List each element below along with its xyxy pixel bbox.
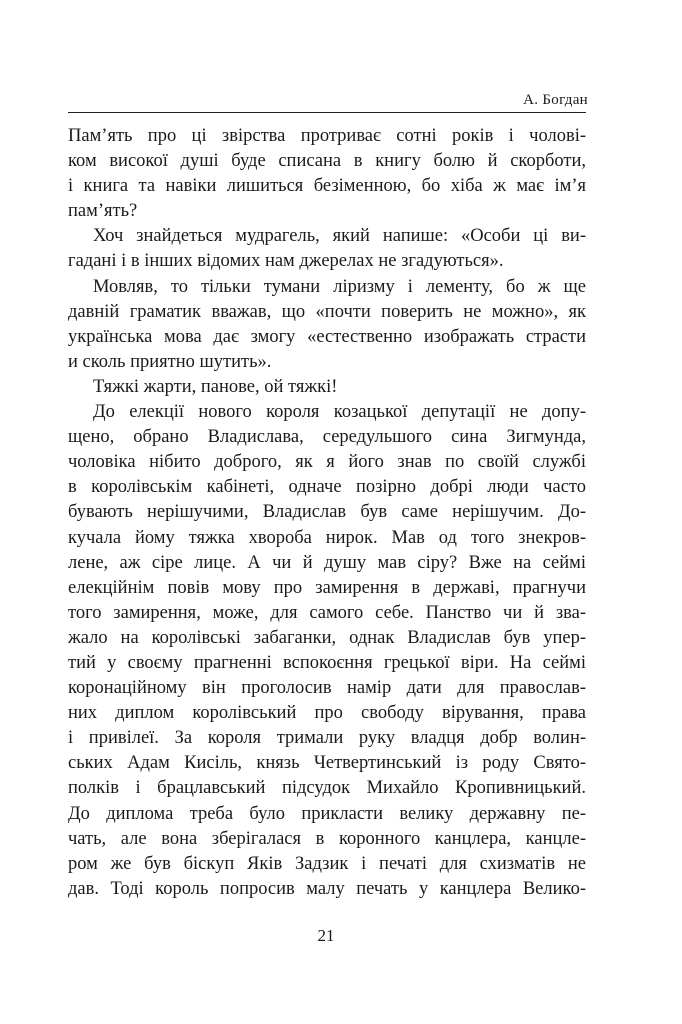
text-line: і книга та навіки лишиться безіменною, бо хіба ж має ім’я: [68, 176, 586, 197]
text-line: коронаційному він проголосив намір дати для православ-: [68, 678, 586, 699]
text-line: Хоч знайдеться мудрагель, який напише: «Особи ці ви-: [93, 226, 586, 247]
running-head: А. Богдан: [523, 92, 588, 108]
text-line: них диплом королівський про свободу вірування, права: [68, 703, 586, 724]
text-line: тий у своєму прагненні вспокоєння грецької віри. На сеймі: [68, 652, 586, 673]
text-line: До елекції нового короля козацької депутації не допу-: [93, 402, 586, 423]
text-line: Тяжкі жарти, панове, ой тяжкі!: [93, 376, 338, 397]
text-line: Мовляв, то тільки тумани ліризму і лементу, бо ж ще: [93, 276, 586, 297]
text-line: ських Адам Кисіль, князь Четвертинський із роду Свято-: [68, 753, 586, 774]
text-line: и сколь приятно шутить».: [68, 351, 272, 372]
text-line: полків і брацлавський підсудок Михайло Кропивницький.: [68, 778, 586, 799]
text-line: бувають нерішучими, Владислав був саме нерішучим. До-: [68, 502, 586, 523]
text-line: елекційнім повів мову про замирення в державі, прагнучи: [68, 577, 586, 598]
text-line: лене, аж сіре лице. А чи й душу мав сіру? Вже на сеймі: [68, 552, 586, 573]
text-line: українська мова дає змогу «естественно изображать страсти: [68, 326, 586, 347]
text-line: давній граматик вважав, що «почти поверить не можно», як: [68, 301, 586, 322]
text-line: чоловіка нібито доброго, як я його знав по своїй службі: [68, 452, 586, 473]
header-rule: [68, 112, 586, 113]
text-line: дав. Тоді король попросив малу печать у канцлера Велико-: [68, 878, 586, 899]
text-line: До диплома треба було прикласти велику державну пе-: [68, 803, 586, 824]
body-text: [68, 124, 586, 902]
text-line: щено, обрано Владислава, середульшого сина Зигмунда,: [68, 427, 586, 448]
text-line: жало на королівські забаганки, однак Владислав був упер-: [68, 627, 586, 648]
text-line: того замирення, може, для самого себе. Панство чи й зва-: [68, 602, 586, 623]
text-line: і привілеї. За короля тримали руку владця добр волин-: [68, 728, 586, 749]
text-line: ком високої душі буде списана в книгу болю й скорботи,: [68, 151, 586, 172]
text-line: чать, але вона зберігалася в коронного канцлера, канцле-: [68, 828, 586, 849]
text-line: кучала йому тяжка хвороба нирок. Мав од того знекров-: [68, 527, 586, 548]
text-line: гадані і в інших відомих нам джерелах не згадуються».: [68, 251, 504, 272]
text-line: в королівськім кабінеті, одначе позірно добрі люди часто: [68, 477, 586, 498]
text-line: ром же був біскуп Яків Задзик і печаті для схизматів не: [68, 853, 586, 874]
page-number: 21: [317, 926, 335, 945]
text-line: Пам’ять про ці звірства протриває сотні років і чолові-: [68, 126, 586, 146]
text-line: пам’ять?: [68, 201, 138, 222]
